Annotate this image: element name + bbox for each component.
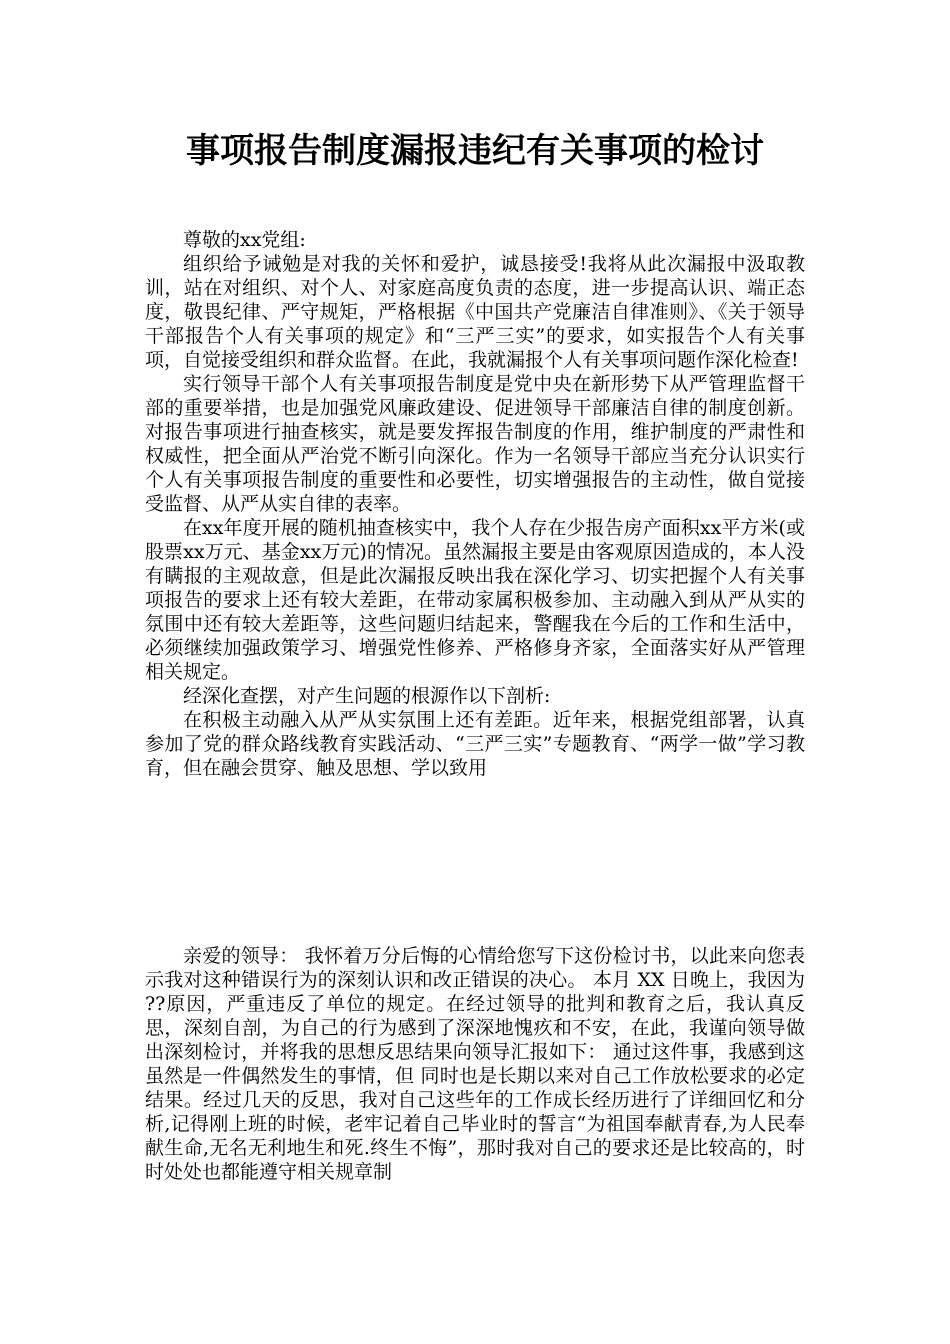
paragraph-acceptance: 组织给予诫勉是对我的关怀和爱护，诚恳接受!我将从此次漏报中汲取教训，站在对组织、对个人、对家庭高度负责的态度，进一步提高认识、端正态度，敬畏纪律、严守规矩，严格根据《中国共产党廉洁自律准则》、《关于领导干部报告个人有关事项的规定》和“三严三实”的要求，如实报告个人有关事项，自觉接受组织和群众监督。在此，我就漏报个人有关事项问题作深化检查! bbox=[145, 253, 805, 371]
letter-section-1 bbox=[145, 228, 805, 780]
paragraph-spot-check: 在xx年度开展的随机抽查核实中，我个人存在少报告房产面积xx平方米(或股票xx万元、基金xx万元)的情况。虽然漏报主要是由客观原因造成的，本人没有瞒报的主观故意，但是此次漏报反映出我在深化学习、切实把握个人有关事项报告的要求上还有较大差距，在带动家属积极参加、主动融入到从严从实的氛围中还有较大差距等，这些问题归结起来，警醒我在今后的工作和生活中，必须继续加强政策学习、增强党性修养、严格修身齐家，全面落实好从严管理相关规定。 bbox=[145, 517, 805, 683]
paragraph-analysis-intro: 经深化查摆，对产生问题的根源作以下剖析: bbox=[183, 685, 551, 707]
letter-section-2 bbox=[145, 944, 805, 1184]
salutation: 尊敬的xx党组: bbox=[183, 229, 306, 251]
paragraph-gap: 在积极主动融入从严从实氛围上还有差距。近年来，根据党组部署，认真参加了党的群众路线教育实践活动、“三严三实”专题教育、“两学一做”学习教育，但在融会贯穿、触及思想、学以致用 bbox=[145, 709, 805, 779]
paragraph-reporting-system: 实行领导干部个人有关事项报告制度是党中央在新形势下从严管理监督干部的重要举措，也是加强党风廉政建设、促进领导干部廉洁自律的制度创新。对报告事项进行抽查核实，就是要发挥报告制度的作用，维护制度的严肃性和权威性，把全面从严治党不断引向深化。作为一名领导干部应当充分认识实行个人有关事项报告制度的重要性和必要性，切实增强报告的主动性，做自觉接受监督、从严从实自律的表率。 bbox=[145, 373, 805, 515]
paragraph-self-criticism: 亲爱的领导： 我怀着万分后悔的心情给您写下这份检讨书，以此来向您表示我对这种错误行为的深刻认识和改正错误的决心。 本月 XX 日晚上，我因为 ??原因，严重违反了单位的规定。在经过领导的批判和教育之后，我认真反思，深刻自剖，为自己的行为感到了深深地愧疚和不安，在此，我谨向领导做出深刻检讨，并将我的思想反思结果向领导汇报如下： 通过这件事，我感到这虽然是一件偶然发生的事情，但 同时也是长期以来对自己工作放松要求的必定结果。经过几天的反思，我对自己这些年的工作成长经历进行了详细回忆和分析,记得刚上班的时候，老牢记着自己毕业时的誓言“为祖国奉献青春,为人民奉献生命,无名无利地生和死.终生不悔”，那时我对自己的要求还是比较高的，时时处处也都能遵守相关规章制 bbox=[145, 945, 805, 1183]
document-title: 事项报告制度漏报违纪有关事项的检讨 bbox=[186, 131, 764, 171]
